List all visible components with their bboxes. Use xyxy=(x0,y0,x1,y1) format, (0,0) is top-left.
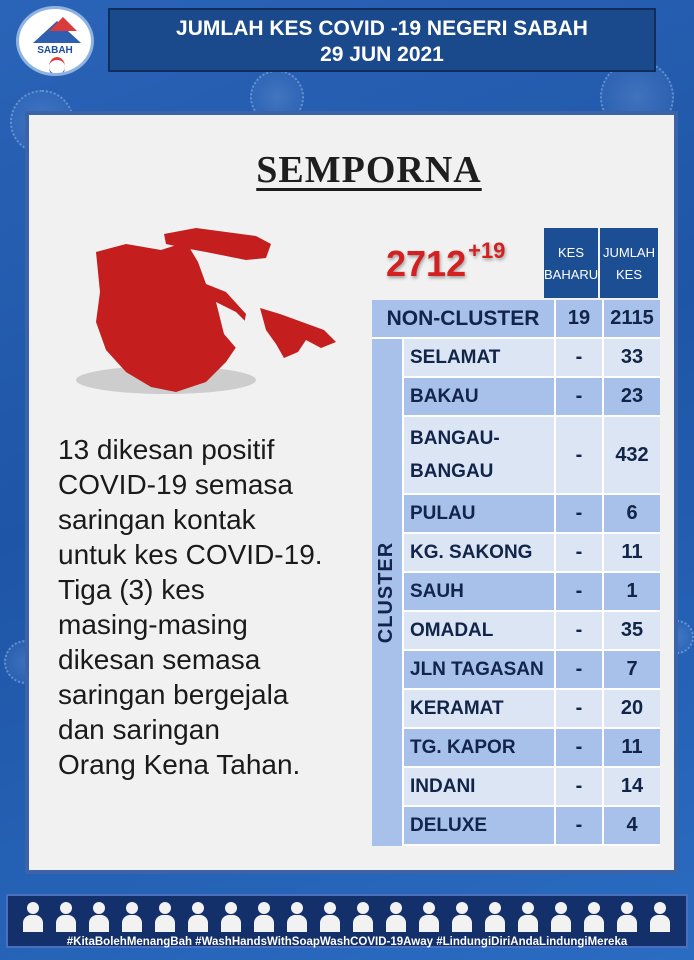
person-icon xyxy=(517,902,539,932)
table-row xyxy=(404,378,660,417)
case-description xyxy=(58,432,358,782)
title-banner xyxy=(108,8,656,72)
person-icon xyxy=(352,902,374,932)
description-line: dan saringan xyxy=(58,714,220,745)
cases-table xyxy=(372,300,660,846)
cluster-section xyxy=(372,339,660,846)
cluster-total: 35 xyxy=(602,612,660,649)
cluster-name: KERAMAT xyxy=(404,690,554,727)
cluster-new: - xyxy=(554,651,602,688)
table-row xyxy=(404,339,660,378)
description-line: saringan bergejala xyxy=(58,679,289,710)
person-icon xyxy=(385,902,407,932)
column-header-line: KES xyxy=(615,267,642,282)
description-line: saringan kontak xyxy=(58,504,256,535)
semporna-map-icon xyxy=(66,222,346,412)
column-header-line: KES xyxy=(557,245,584,260)
cluster-total: 23 xyxy=(602,378,660,415)
cluster-total: 11 xyxy=(602,729,660,766)
table-row xyxy=(404,690,660,729)
description-line: untuk kes COVID-19. xyxy=(58,539,323,570)
person-icon xyxy=(88,902,110,932)
table-row xyxy=(404,573,660,612)
table-row xyxy=(404,417,660,495)
cluster-name xyxy=(404,417,554,493)
non-cluster-row xyxy=(372,300,660,339)
person-icon xyxy=(22,902,44,932)
cluster-new: - xyxy=(554,612,602,649)
cluster-total: 7 xyxy=(602,651,660,688)
cluster-name: SELAMAT xyxy=(404,339,554,376)
table-row xyxy=(404,495,660,534)
cluster-name: INDANI xyxy=(404,768,554,805)
person-icon xyxy=(253,902,275,932)
report-date: 29 JUN 2021 xyxy=(320,43,444,66)
total-value: 2712 xyxy=(386,243,467,284)
person-icon xyxy=(418,902,440,932)
description-line: Orang Kena Tahan. xyxy=(58,749,301,780)
row-new: 19 xyxy=(554,300,602,337)
cluster-new: - xyxy=(554,768,602,805)
person-icon xyxy=(121,902,143,932)
table-row xyxy=(404,612,660,651)
table-row xyxy=(404,534,660,573)
district-title: SEMPORNA xyxy=(256,149,482,191)
cluster-total: 14 xyxy=(602,768,660,805)
cluster-name: DELUXE xyxy=(404,807,554,844)
person-icon xyxy=(220,902,242,932)
cluster-new: - xyxy=(554,573,602,610)
column-header-kes-baharu xyxy=(544,228,598,298)
person-icon xyxy=(319,902,341,932)
logo-text: SABAH xyxy=(37,45,73,56)
table-row xyxy=(404,651,660,690)
hashtags-footer: #KitaBolehMenangBah #WashHandsWithSoapWashCOVID-19Away #LindungiDiriAndaLindungiMereka xyxy=(66,936,628,948)
person-icon xyxy=(286,902,308,932)
cluster-new: - xyxy=(554,807,602,844)
total-cases xyxy=(386,238,505,285)
cluster-total: 1 xyxy=(602,573,660,610)
table-row xyxy=(404,729,660,768)
person-icon xyxy=(484,902,506,932)
row-label: NON-CLUSTER xyxy=(372,300,554,337)
cluster-total: 20 xyxy=(602,690,660,727)
cluster-new: - xyxy=(554,729,602,766)
person-icon xyxy=(154,902,176,932)
cluster-new: - xyxy=(554,417,602,493)
cluster-name: BAKAU xyxy=(404,378,554,415)
table-row xyxy=(404,807,660,846)
cluster-total: 33 xyxy=(602,339,660,376)
cluster-name: TG. KAPOR xyxy=(404,729,554,766)
person-icon xyxy=(451,902,473,932)
cluster-name: KG. SAKONG xyxy=(404,534,554,571)
cluster-new: - xyxy=(554,495,602,532)
sabah-logo xyxy=(16,6,94,76)
description-line: Tiga (3) kes xyxy=(58,574,205,605)
cluster-side-label xyxy=(372,339,404,846)
cluster-name: OMADAL xyxy=(404,612,554,649)
person-icon xyxy=(550,902,572,932)
person-icon xyxy=(616,902,638,932)
person-icon xyxy=(187,902,209,932)
description-line: 13 dikesan positif xyxy=(58,434,275,465)
person-icon xyxy=(583,902,605,932)
cluster-name-line: BANGAU xyxy=(410,461,494,482)
cluster-name: JLN TAGASAN xyxy=(404,651,554,688)
description-line: COVID-19 semasa xyxy=(58,469,293,500)
description-line: dikesan semasa xyxy=(58,644,261,675)
cluster-new: - xyxy=(554,339,602,376)
total-new: +19 xyxy=(468,238,506,263)
description-line: masing-masing xyxy=(58,609,248,640)
cluster-name-line: BANGAU- xyxy=(410,428,500,449)
column-header-line: JUMLAH xyxy=(602,245,655,260)
cluster-new: - xyxy=(554,378,602,415)
cluster-total: 432 xyxy=(602,417,660,493)
cluster-new: - xyxy=(554,690,602,727)
cluster-total: 4 xyxy=(602,807,660,844)
cluster-total: 11 xyxy=(602,534,660,571)
cluster-name: SAUH xyxy=(404,573,554,610)
cluster-total: 6 xyxy=(602,495,660,532)
table-row xyxy=(404,768,660,807)
person-icon xyxy=(55,902,77,932)
person-icon xyxy=(649,902,671,932)
row-total: 2115 xyxy=(602,300,660,337)
cluster-label: CLUSTER xyxy=(375,541,398,644)
column-header-jumlah-kes xyxy=(600,228,658,298)
cluster-name: PULAU xyxy=(404,495,554,532)
cluster-new: - xyxy=(554,534,602,571)
column-header-line: BAHARU xyxy=(544,267,599,282)
page-title: JUMLAH KES COVID -19 NEGERI SABAH xyxy=(176,17,588,40)
